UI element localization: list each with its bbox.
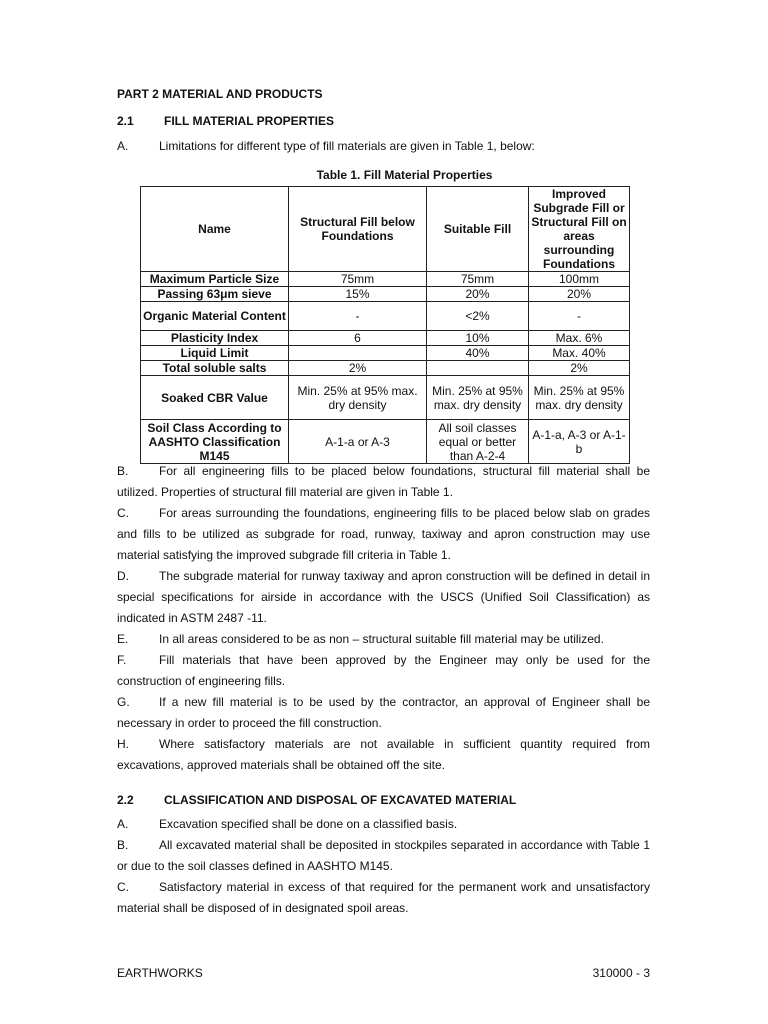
header-structural-fill: Structural Fill below Foundations bbox=[289, 187, 427, 272]
cell: 2% bbox=[289, 361, 427, 376]
paragraph-text: Fill materials that have been approved by the Engineer may only be used for the construction of engineering fills. bbox=[117, 653, 650, 688]
table-row bbox=[141, 331, 630, 346]
table-row bbox=[141, 361, 630, 376]
table-row bbox=[141, 287, 630, 302]
table-row bbox=[141, 376, 630, 420]
row-name: Maximum Particle Size bbox=[141, 272, 289, 287]
cell: Max. 40% bbox=[529, 346, 630, 361]
paragraph-text: Limitations for different type of fill materials are given in Table 1, below: bbox=[159, 139, 535, 153]
row-name: Liquid Limit bbox=[141, 346, 289, 361]
paragraph-label: E. bbox=[117, 632, 129, 646]
cell: Min. 25% at 95% max. dry density bbox=[427, 376, 529, 420]
paragraph-text: The subgrade material for runway taxiway and apron construction will be defined in detail in special specifications for airside in accordance with the USCS (Unified Soil Classification) as indicated in ASTM 2487 -11. bbox=[117, 569, 650, 625]
header-name: Name bbox=[141, 187, 289, 272]
cell: Min. 25% at 95% max. dry density bbox=[529, 376, 630, 420]
paragraph-c bbox=[117, 503, 650, 566]
table-row bbox=[141, 346, 630, 361]
paragraph-text: In all areas considered to be as non – structural suitable fill material may be utilized. bbox=[159, 632, 604, 646]
footer-page-number: 310000 - 3 bbox=[592, 966, 650, 980]
paragraph-text: If a new fill material is to be used by the contractor, an approval of Engineer shall be necessary in order to proceed the fill construction. bbox=[117, 695, 650, 730]
fill-properties-table bbox=[140, 186, 630, 464]
paragraph-2-2-c bbox=[117, 877, 650, 919]
cell: - bbox=[529, 302, 630, 331]
section-number: 2.1 bbox=[117, 114, 134, 128]
cell: 6 bbox=[289, 331, 427, 346]
paragraph-label: F. bbox=[117, 653, 127, 667]
cell: 40% bbox=[427, 346, 529, 361]
cell: A-1-a, A-3 or A-1-b bbox=[529, 420, 630, 464]
cell bbox=[289, 346, 427, 361]
footer-section-name: EARTHWORKS bbox=[117, 966, 203, 980]
paragraph-d bbox=[117, 566, 650, 629]
table-row bbox=[141, 420, 630, 464]
row-name: Plasticity Index bbox=[141, 331, 289, 346]
paragraph-label: B. bbox=[117, 464, 129, 478]
cell: - bbox=[289, 302, 427, 331]
table-caption: Table 1. Fill Material Properties bbox=[316, 168, 493, 182]
row-name: Organic Material Content bbox=[141, 302, 289, 331]
section-number: 2.2 bbox=[117, 793, 134, 807]
cell: A-1-a or A-3 bbox=[289, 420, 427, 464]
paragraph-text: For all engineering fills to be placed below foundations, structural fill material shall be utilized. Properties of structural fill material are given in Table 1. bbox=[117, 464, 650, 499]
section-heading-2-2 bbox=[117, 793, 516, 807]
paragraph-label: A. bbox=[117, 139, 129, 153]
paragraph-text: Where satisfactory materials are not available in sufficient quantity required from excavations, approved materials shall be obtained off the site. bbox=[117, 737, 650, 772]
cell: Min. 25% at 95% max. dry density bbox=[289, 376, 427, 420]
table-row bbox=[141, 272, 630, 287]
paragraph-2-1-a bbox=[117, 136, 650, 157]
cell: 10% bbox=[427, 331, 529, 346]
paragraph-label: C. bbox=[117, 506, 129, 520]
cell: 2% bbox=[529, 361, 630, 376]
row-name: Passing 63μm sieve bbox=[141, 287, 289, 302]
paragraph-f bbox=[117, 650, 650, 692]
cell: 75mm bbox=[289, 272, 427, 287]
section-title: FILL MATERIAL PROPERTIES bbox=[164, 114, 335, 128]
paragraph-b bbox=[117, 461, 650, 503]
section-heading-2-1 bbox=[117, 114, 334, 128]
cell: Max. 6% bbox=[529, 331, 630, 346]
paragraph-text: Satisfactory material in excess of that required for the permanent work and unsatisfactory material shall be disposed of in designated spoil areas. bbox=[117, 880, 650, 915]
header-improved-subgrade: Improved Subgrade Fill or Structural Fill on areas surrounding Foundations bbox=[529, 187, 630, 272]
paragraph-h bbox=[117, 734, 650, 776]
paragraph-label: B. bbox=[117, 838, 129, 852]
cell: 20% bbox=[427, 287, 529, 302]
cell: 100mm bbox=[529, 272, 630, 287]
paragraph-label: D. bbox=[117, 569, 129, 583]
paragraph-label: A. bbox=[117, 817, 129, 831]
paragraph-text: Excavation specified shall be done on a classified basis. bbox=[159, 817, 458, 831]
cell: 20% bbox=[529, 287, 630, 302]
header-suitable-fill: Suitable Fill bbox=[427, 187, 529, 272]
paragraph-2-2-a bbox=[117, 814, 650, 835]
paragraph-g bbox=[117, 692, 650, 734]
paragraph-label: H. bbox=[117, 737, 129, 751]
section-title: CLASSIFICATION AND DISPOSAL OF EXCAVATED MATERIAL bbox=[164, 793, 517, 807]
paragraph-text: For areas surrounding the foundations, engineering fills to be placed below slab on grades and fills to be utilized as subgrade for road, runway, taxiway and apron construction may use material satisfying the improved subgrade fill criteria in Table 1. bbox=[117, 506, 650, 562]
cell: 75mm bbox=[427, 272, 529, 287]
paragraph-label: G. bbox=[117, 695, 130, 709]
row-name: Total soluble salts bbox=[141, 361, 289, 376]
paragraph-label: C. bbox=[117, 880, 129, 894]
cell: All soil classes equal or better than A-2-4 bbox=[427, 420, 529, 464]
cell bbox=[427, 361, 529, 376]
paragraph-e bbox=[117, 629, 650, 650]
table-row bbox=[141, 302, 630, 331]
row-name: Soaked CBR Value bbox=[141, 376, 289, 420]
paragraph-2-2-b bbox=[117, 835, 650, 877]
table-header-row bbox=[141, 187, 630, 272]
row-name: Soil Class According to AASHTO Classification M145 bbox=[141, 420, 289, 464]
part-title: PART 2 MATERIAL AND PRODUCTS bbox=[117, 87, 323, 101]
cell: 15% bbox=[289, 287, 427, 302]
paragraph-text: All excavated material shall be deposited in stockpiles separated in accordance with Table 1 or due to the soil classes defined in AASHTO M145. bbox=[117, 838, 650, 873]
cell: <2% bbox=[427, 302, 529, 331]
